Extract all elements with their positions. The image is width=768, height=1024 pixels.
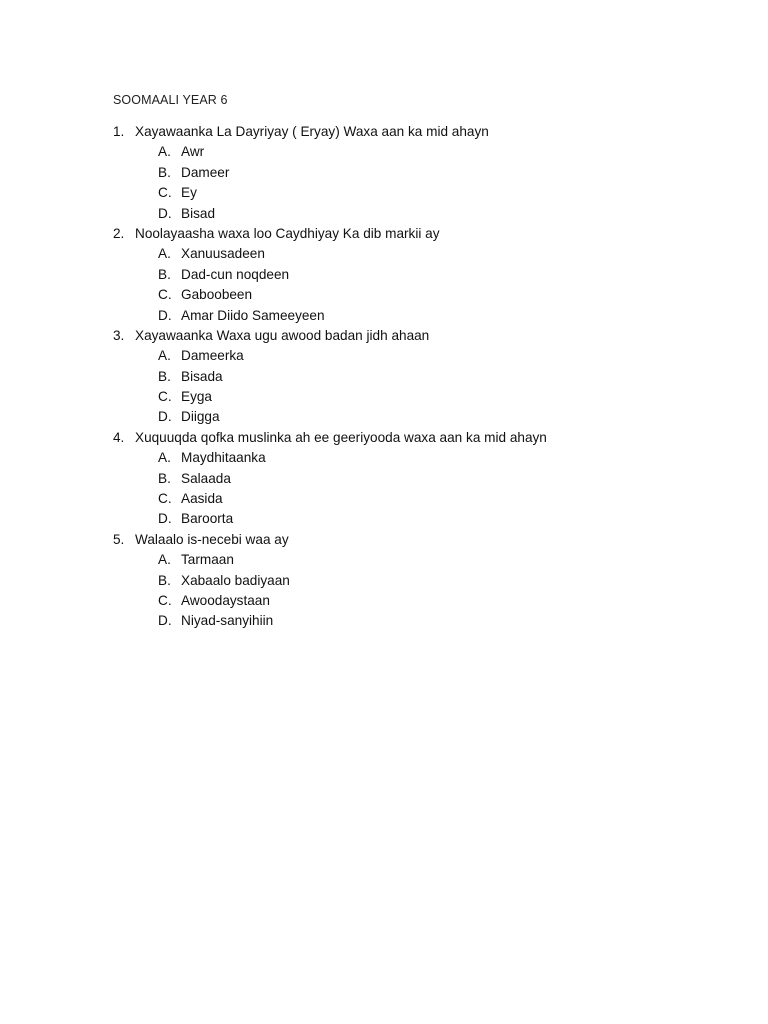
option-text: Maydhitaanka <box>181 450 266 466</box>
question-number: 2. <box>113 225 125 241</box>
option-a <box>113 244 733 264</box>
option-text: Xanuusadeen <box>181 246 265 262</box>
option-c <box>113 591 733 611</box>
option-letter: A. <box>158 144 171 160</box>
option-text: Awr <box>181 144 205 160</box>
question-text: Xuquuqda qofka muslinka ah ee geeriyooda waxa aan ka mid ahayn <box>135 429 547 445</box>
option-d <box>113 407 733 427</box>
option-text: Bisada <box>181 368 223 384</box>
option-text: Aasida <box>181 491 223 507</box>
option-b <box>113 367 733 387</box>
option-text: Dameer <box>181 164 230 180</box>
question-row <box>113 428 733 448</box>
option-letter: D. <box>158 511 172 527</box>
option-text: Ey <box>181 185 197 201</box>
option-c <box>113 285 733 305</box>
option-text: Eyga <box>181 389 212 405</box>
option-letter: A. <box>158 246 171 262</box>
option-d <box>113 611 733 631</box>
option-text: Dad-cun noqdeen <box>181 266 290 282</box>
option-a <box>113 448 733 468</box>
option-c <box>113 489 733 509</box>
question-text: Walaalo is-necebi waa ay <box>135 531 289 547</box>
question-5 <box>113 530 733 632</box>
option-b <box>113 163 733 183</box>
option-letter: B. <box>158 164 171 180</box>
option-d <box>113 509 733 529</box>
question-3 <box>113 326 733 428</box>
option-text: Awoodaystaan <box>181 592 270 608</box>
option-letter: D. <box>158 307 172 323</box>
question-number: 3. <box>113 327 125 343</box>
option-text: Xabaalo badiyaan <box>181 572 290 588</box>
option-letter: B. <box>158 368 171 384</box>
option-d <box>113 204 733 224</box>
option-text: Amar Diido Sameeyeen <box>181 307 325 323</box>
option-letter: B. <box>158 572 171 588</box>
option-letter: B. <box>158 470 171 486</box>
question-number: 5. <box>113 531 125 547</box>
option-c <box>113 183 733 203</box>
question-2 <box>113 224 733 326</box>
question-row <box>113 224 733 244</box>
question-text: Xayawaanka La Dayriyay ( Eryay) Waxa aan ka mid ahayn <box>135 124 489 139</box>
question-list <box>113 122 733 632</box>
option-letter: C. <box>158 592 172 608</box>
question-text: Xayawaanka Waxa ugu awood badan jidh ahaan <box>135 327 430 343</box>
option-letter: D. <box>158 613 172 629</box>
option-text: Diigga <box>181 409 220 425</box>
option-letter: A. <box>158 348 171 364</box>
option-text: Tarmaan <box>181 552 234 568</box>
option-b <box>113 571 733 591</box>
option-letter: C. <box>158 389 172 405</box>
option-c <box>113 387 733 407</box>
option-letter: A. <box>158 552 171 568</box>
option-d <box>113 306 733 326</box>
question-number: 1. <box>113 124 125 139</box>
option-text: Dameerka <box>181 348 244 364</box>
option-text: Bisad <box>181 205 216 221</box>
document-title: SOOMAALI YEAR 6 <box>113 93 228 107</box>
option-letter: C. <box>158 185 172 201</box>
option-a <box>113 142 733 162</box>
option-letter: D. <box>158 409 172 425</box>
option-letter: B. <box>158 266 171 282</box>
question-1 <box>113 122 733 224</box>
question-text: Noolayaasha waxa loo Caydhiyay Ka dib markii ay <box>135 225 440 241</box>
option-letter: C. <box>158 491 172 507</box>
option-a <box>113 346 733 366</box>
question-row <box>113 530 733 550</box>
option-letter: D. <box>158 205 172 221</box>
question-row <box>113 326 733 346</box>
option-text: Gaboobeen <box>181 287 253 303</box>
option-letter: A. <box>158 450 171 466</box>
option-text: Salaada <box>181 470 231 486</box>
option-text: Niyad-sanyihiin <box>181 613 274 629</box>
question-number: 4. <box>113 429 125 445</box>
option-text: Baroorta <box>181 511 234 527</box>
option-b <box>113 469 733 489</box>
option-a <box>113 550 733 570</box>
option-letter: C. <box>158 287 172 303</box>
question-4 <box>113 428 733 530</box>
option-b <box>113 265 733 285</box>
question-row <box>113 122 733 142</box>
